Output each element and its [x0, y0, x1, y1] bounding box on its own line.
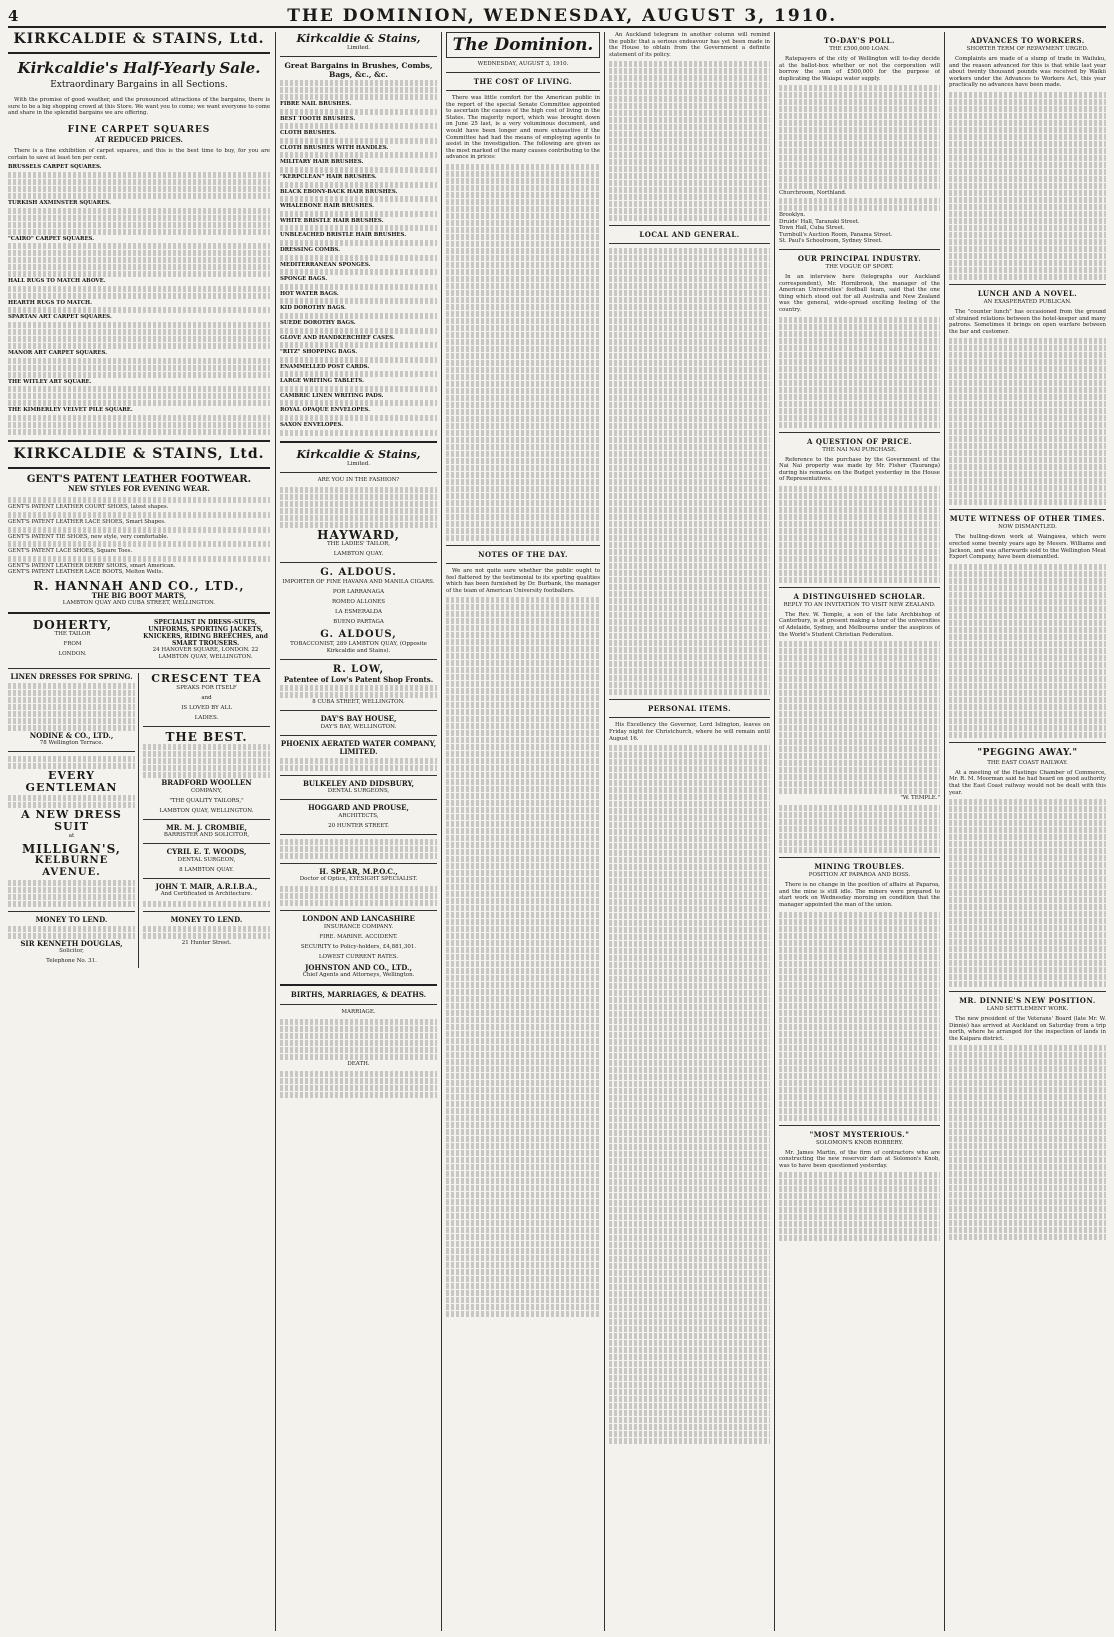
footwear-item: GENT'S PATENT LEATHER DERBY SHOES, smart American. [8, 562, 176, 569]
article-subheading: AN EXASPERATED PUBLICAN. [983, 298, 1072, 305]
footwear-item: GENT'S PATENT TIE SHOES, new style, very comfortable. [8, 533, 169, 540]
london-lancashire-title: INSURANCE COMPANY. [323, 923, 394, 930]
article-subheading: THE VOGUE OF SPORT. [825, 263, 894, 270]
brush-item: CLOTH BRUSHES. [280, 130, 337, 137]
aldous-name-2: G. ALDOUS, [320, 628, 397, 640]
low-address: 8 CUBA STREET, WELLINGTON. [312, 699, 405, 706]
brushes-title: Great Bargains in Brushes, Combs, Bags, &c., &c. [284, 61, 433, 79]
best-title: THE BEST. [165, 730, 248, 745]
at-label: at [68, 833, 75, 840]
johnston-name: JOHNSTON AND CO., LTD., [305, 962, 412, 972]
hayward-name: HAYWARD, [317, 527, 400, 542]
crescent-tea: CRESCENT TEA [151, 672, 262, 686]
article-heading: ADVANCES TO WORKERS. [970, 36, 1085, 45]
article-heading: OUR PRINCIPAL INDUSTRY. [797, 253, 922, 263]
column-advertisements-2 [280, 32, 437, 1631]
firm-name-2: Kirkcaldie & Stains, [296, 447, 421, 461]
footwear-title: GENT'S PATENT LEATHER FOOTWEAR. [26, 473, 252, 485]
brush-item: HOT WATER BAGS. [280, 290, 339, 297]
brush-item: DRESSING COMBS. [280, 246, 340, 253]
article-body: Complaints are made of a slump of trade in Wailuku, and the reason advanced for this is that while last year about twenty thousand pounds was received by Waikii workers under the Advances to Workers Act, this year practically no advances have been made. [949, 56, 1106, 89]
spear-title: Doctor of Optics, EYESIGHT SPECIALIST. [299, 876, 418, 883]
aldous-brand: POR LARRANAGA [332, 588, 385, 595]
mair-title: And Certificated in Architecture. [160, 891, 253, 898]
article-subheading: THE EAST COAST RAILWAY. [987, 759, 1068, 766]
article-subheading: NOW DISMANTLED. [998, 524, 1057, 531]
woods-name: CYRIL E. T. WOODS, [166, 847, 247, 857]
brush-item: MEDITERRANEAN SPONGES. [280, 261, 371, 268]
article-heading: "MOST MYSTERIOUS." [809, 1129, 910, 1139]
column-editorial [446, 32, 600, 1631]
bulkeley-title: DENTAL SURGEONS, [327, 788, 390, 795]
article-body: An Auckland telegram in another column will remind the public that a serious endeavour has yet been made in the House to obtain from the Government a definite statement of its policy. [609, 32, 770, 58]
article-body: Mr. James Martin, of the firm of contractors who are constructing the new reservoir dam at Solomon's Knob, was to have been questioned yesterday. [779, 1149, 940, 1169]
article-body: The new president of the Veterans' Board (late Mr. W. Dinnie) has arrived at Auckland on Saturday from a trip north, where he arranged for the inspection of lands in the Kaipara district. [949, 1016, 1106, 1042]
masthead [8, 6, 1106, 28]
mair-name: JOHN T. MAIR, A.R.I.B.A., [155, 881, 258, 891]
crombie-name: MR. M. J. CROMBIE, [166, 822, 247, 832]
article-body: There was little comfort for the American public in the report of the special Senate Committee appointed to ascertain the causes of the high cost of living in the States. The majority report, which was brought down on June 25 last, is a very voluminous document, and would have been longer and more exhaustive if the Committee had had the means of employing agents to assist in the investigation. The following are given as the most marked of the many causes contributing to the advance in prices: [446, 95, 600, 161]
brush-item: SPONGE BAGS. [280, 276, 328, 283]
carpet-section: TURKISH AXMINSTER SQUARES. [8, 200, 111, 207]
crescent-line: and [201, 695, 212, 702]
aldous-brand: ROMEO ALLONES [332, 598, 385, 605]
polling-place: Druids' Hall, Taranaki Street. [779, 218, 860, 225]
carpet-section: HEARTH RUGS TO MATCH. [8, 299, 93, 306]
hayward-title: THE LADIES' TAILOR, [326, 540, 391, 547]
firm-limited: Limited. [346, 45, 371, 51]
firm-name-2: KIRKCALDIE & STAINS, Ltd. [13, 445, 265, 462]
spear-name: H. SPEAR, M.P.O.C., [319, 866, 398, 876]
aldous-brand: BUENO PARTAGA [333, 618, 384, 625]
brush-item: GLOVE AND HANDKERCHIEF CASES. [280, 334, 395, 341]
johnston-title: Chief Agents and Attorneys, Wellington. [302, 972, 415, 979]
days-bay-name: DAY'S BAY HOUSE, [320, 714, 397, 724]
editorial-date: WEDNESDAY, AUGUST 3, 1910. [477, 61, 569, 67]
footwear-item: GENT'S PATENT LEATHER LACE SHOES, Smart Shapes. [8, 518, 166, 525]
bradford-name: BRADFORD WOOLLEN [161, 778, 252, 788]
linen-title: LINEN DRESSES FOR SPRING. [10, 672, 133, 682]
footwear-item: GENT'S PATENT LEATHER COURT SHOES, latest shapes. [8, 504, 169, 511]
article-heading: MUTE WITNESS OF OTHER TIMES. [949, 514, 1106, 524]
hoggard-name: HOGGARD AND PROUSE, [308, 803, 409, 813]
low-title: Patentee of Low's Patent Shop Fronts. [283, 674, 434, 684]
brush-item: CAMBRIC LINEN WRITING PADS. [280, 392, 384, 399]
article-body: Ratepayers of the city of Wellington will to-day decide at the ballot-box whether or not the corporation will borrow the sum of £500,000 for the purpose of duplicating the Waiapu water supply. [779, 56, 940, 82]
article-heading: NOTES OF THE DAY. [478, 549, 568, 559]
doherty-name: DOHERTY, [32, 618, 113, 633]
gentleman-heading: GENTLEMAN [25, 781, 118, 795]
article-heading: PERSONAL ITEMS. [647, 704, 732, 714]
carpet-section: MANOR ART CARPET SQUARES. [8, 350, 108, 357]
london-lancashire-lines: FIRE. MARINE. ACCIDENT. [319, 933, 398, 940]
article-body: We are not quite sure whether the public ought to feel flattered by the testimonial to its sporting qualities which has been furnished by Dr. Burbank, the manager of the team of American University footballers. [446, 567, 600, 594]
article-subheading: REPLY TO AN INVITATION TO VISIT NEW ZEALAND. [783, 601, 936, 608]
article-body: His Excellency the Governor, Lord Islington, leaves on Friday night for Christchurch, where he will remain until August 16. [609, 722, 770, 742]
sale-title: Kirkcaldie's Half-Yearly Sale. [17, 59, 261, 77]
crescent-line: LADIES. [194, 715, 219, 722]
polling-place: St. Paul's Schoolroom, Sydney Street. [779, 238, 883, 245]
brush-item: SAXON ENVELOPES. [280, 422, 344, 429]
douglas-name: SIR KENNETH DOUGLAS, [20, 938, 123, 948]
newspaper-title: THE DOMINION, WEDNESDAY, AUGUST 3, 1910. [287, 6, 838, 26]
article-body: At a meeting of the Hastings Chamber of Commerce, Mr. R. M. Moorman said he had heard on good authority that the East Coast railway would not be dealt with this year. [949, 769, 1106, 796]
article-subheading: LAND SETTLEMENT WORK. [986, 1006, 1069, 1013]
brush-item: LARGE WRITING TABLETS. [280, 378, 364, 385]
doherty-specialty: SPECIALIST IN DRESS-SUITS, UNIFORMS, SPORTING JACKETS, KNICKERS, RIDING BREECHES, and SMART TROUSERS. [143, 619, 268, 648]
aldous-brand: LA ESMERALDA [335, 608, 382, 615]
footwear-subtitle: NEW STYLES FOR EVENING WEAR. [68, 483, 210, 493]
brush-item: WHITE BRISTLE HAIR BRUSHES. [280, 217, 384, 224]
phoenix-name: PHOENIX AERATED WATER COMPANY, LIMITED. [280, 738, 437, 757]
crescent-line: SPEAKS FOR ITSELF [176, 685, 237, 692]
article-heading: LUNCH AND A NOVEL. [977, 288, 1078, 298]
article-subheading: THE £500,000 LOAN. [829, 46, 890, 52]
article-body: The Rev. W. Temple, a son of the late Archbishop of Canterbury, is at present making a tour of the universities of Adelaide, Sydney, and Melbourne under the auspices of the World's Student Christian Federation. [779, 611, 940, 638]
brush-item: ENAMMELLED POST CARDS. [280, 363, 370, 370]
polling-place: Turnbull's Auction Room, Panama Street. [779, 231, 893, 238]
aldous-name: G. ALDOUS. [320, 566, 397, 578]
doherty-address: 24 HANOVER SQUARE, LONDON. 22 LAMBTON QUAY, WELLINGTON. [152, 647, 259, 661]
crombie-title: BARRISTER AND SOLICITOR, [163, 832, 250, 839]
brush-item: ROYAL OPAQUE ENVELOPES. [280, 407, 371, 414]
brush-item: CLOTH BRUSHES WITH HANDLES. [280, 144, 389, 151]
carpet-intro: There is a fine exhibition of carpet squares, and this is the best time to buy, for you are certain to save at least ten per cent. [8, 148, 270, 161]
article-heading: LOCAL AND GENERAL. [639, 230, 740, 240]
polling-place: Town Hall, Cuba Street. [779, 225, 845, 232]
brush-item: SUEDE DOROTHY BAGS. [280, 319, 356, 326]
every-heading: EVERY [48, 769, 95, 783]
hannah-address: LAMBTON QUAY AND CUBA STREET, WELLINGTON. [62, 600, 216, 607]
firm-name: KIRKCALDIE & STAINS, Ltd. [13, 32, 265, 47]
bradford-address: LAMBTON QUAY, WELLINGTON. [159, 807, 254, 814]
days-bay-address: DAY'S BAY, WELLINGTON. [320, 723, 397, 730]
brush-item: BLACK EBONY-BACK HAIR BRUSHES. [280, 188, 398, 195]
brush-item: MILITARY HAIR BRUSHES. [280, 159, 364, 166]
article-subheading: POSITION AT PAPAROA AND BOSS. [808, 872, 911, 879]
article-body: Reference to the purchase by the Government of the Nai Nai property was made by Mr. Fisher (Tauranga) during his remarks on the Budget yesterday in the House of Representatives. [779, 456, 940, 483]
fashion-heading: ARE YOU IN THE FASHION? [317, 476, 400, 483]
carpet-title: FINE CARPET SQUARES [67, 124, 211, 135]
hoggard-title: ARCHITECTS, [338, 812, 379, 819]
aldous-address: TOBACCONIST, 289 LAMBTON QUAY, (Opposite Kirkcaldie and Stains). [290, 640, 427, 654]
telephone-number: Telephone No. 31. [46, 958, 97, 965]
article-body: In an interview here (telegraphs our Auckland correspondent), Mr. Hornibrook, the manager of the American Universities' football team, said that the one thing which stood out for all Australia and New Zealand was the general, wide-spread exciting feeling of the country. [779, 273, 940, 313]
article-subheading: SOLOMON'S KNOB ROBBERY. [815, 1139, 904, 1146]
article-heading: A DISTINGUISHED SCHOLAR. [793, 591, 926, 601]
article-subheading: SHORTER TERM OF REPAYMENT URGED. [966, 46, 1089, 52]
carpet-section: SPARTAN ART CARPET SQUARES. [8, 314, 112, 321]
hunter-street: 21 Hunter Street. [181, 939, 232, 946]
carpet-section: THE WITLEY ART SQUARE. [8, 378, 92, 385]
column-news-2 [949, 32, 1106, 1631]
low-name: R. LOW, [332, 663, 385, 675]
milligan-name: MILLIGAN'S, [21, 842, 121, 857]
article-subheading: THE NAI NAI PURCHASE. [822, 446, 897, 453]
polling-place: Churchroom, Northland. [779, 190, 847, 197]
hoggard-address: 20 HUNTER STREET. [328, 822, 389, 829]
article-heading: THE COST OF LIVING. [473, 77, 573, 86]
bradford-tagline: "THE QUALITY TAILORS," [169, 797, 244, 804]
editorial-banner: The Dominion. [446, 32, 600, 58]
article-heading: MR. DINNIE'S NEW POSITION. [959, 996, 1096, 1006]
doherty-line: THE TAILOR [54, 631, 91, 638]
london-lancashire-security: SECURITY to Policy-holders, £4,881,301. [300, 943, 417, 950]
nodine-name: NODINE & CO., LTD., [29, 730, 114, 740]
article-body: There is no change in the position of affairs at Paparoa, and the mine is still idle. The miners were prepared to start work on Wednesday morning on condition that the manager appointed the man of the union. [779, 882, 940, 909]
article-body: The "counter lunch" has occasioned from the ground of strained relations between the hotel-keeper and many patrons. Sometimes it brings on open warfare between the bar and customer. [949, 308, 1106, 335]
kelburne-avenue: KELBURNE AVENUE. [34, 855, 109, 879]
doherty-line: FROM [63, 641, 82, 648]
brush-item: FIBRE NAIL BRUSHES. [280, 101, 352, 107]
bmd-heading: BIRTHS, MARRIAGES, & DEATHS. [290, 990, 427, 1000]
money-title-2: MONEY TO LEND. [170, 915, 243, 925]
brush-list [280, 101, 437, 436]
article-heading: A QUESTION OF PRICE. [806, 436, 913, 446]
polling-place: Brooklyn. [779, 211, 806, 218]
page-number: 4 [8, 7, 19, 25]
death-heading: DEATH. [347, 1060, 370, 1067]
brush-item: "RITZ" SHOPPING BAGS. [280, 349, 358, 356]
brush-item: WHALEBONE HAIR BRUSHES. [280, 203, 375, 210]
brush-item: UNBLEACHED BRISTLE HAIR BRUSHES. [280, 232, 407, 239]
hayward-address: LAMBTON QUAY. [333, 550, 384, 557]
column-news-1 [779, 32, 940, 1631]
hannah-name: R. HANNAH AND CO., LTD., [33, 578, 245, 593]
column-local-general [609, 32, 770, 1631]
london-lancashire-rates: LOWEST CURRENT RATES. [318, 953, 399, 960]
carpet-section: BRUSSELS CARPET SQUARES. [8, 164, 102, 171]
london-lancashire-name: LONDON AND LANCASHIRE [302, 914, 415, 924]
carpet-section: HALL RUGS TO MATCH ABOVE. [8, 278, 106, 285]
article-heading: MINING TROUBLES. [814, 862, 905, 872]
article-heading: TO-DAY'S POLL. [824, 36, 895, 45]
douglas-title: Solicitor, [59, 948, 84, 955]
money-title: MONEY TO LEND. [35, 915, 108, 925]
article-body: The hulling-down work at Waingawa, which were erected some twenty years ago by Messrs. Williams and Jackson, and was afterwards sold to the Wellington Meat Export Company, have been dismantled. [949, 534, 1106, 561]
woods-title: DENTAL SURGEON, [177, 856, 236, 863]
brush-item: KID DOROTHY BAGS. [280, 305, 347, 312]
bradford-subtitle: COMPANY, [191, 787, 222, 794]
footwear-item: GENT'S PATENT LEATHER LACE BOOTS, Melton Welts. [8, 569, 164, 576]
aldous-title: IMPORTER OF FINE HAVANA AND MANILA CIGARS. [282, 578, 435, 585]
carpet-section: "CAIRO" CARPET SQUARES. [8, 235, 95, 242]
sale-subtitle: Extraordinary Bargains in all Sections. [50, 80, 228, 90]
sale-intro: With the promise of good weather, and the pronounced attractions of the bargains, there is sure to be a big shopping crowd at this Store. We want you to come; we want everyone to come and share in the splendid bargains we are offering. [8, 97, 270, 117]
carpet-section: THE KIMBERLEY VELVET PILE SQUARE. [8, 407, 133, 414]
article-heading: "PEGGING AWAY." [977, 747, 1078, 758]
doherty-line: LONDON. [58, 651, 87, 658]
letter-signature: "W. TEMPLE." [900, 795, 940, 802]
brush-item: "KERPCLEAN" HAIR BRUSHES. [280, 173, 377, 180]
nodine-address: 78 Wellington Terrace. [39, 740, 104, 747]
footwear-item: GENT'S PATENT LACE SHOES, Square Toes. [8, 548, 133, 555]
marriage-heading: MARRIAGE. [341, 1008, 376, 1015]
firm-limited-2: Limited. [346, 460, 371, 467]
column-advertisements-1 [8, 32, 270, 1631]
brush-item: BEST TOOTH BRUSHES. [280, 115, 356, 122]
bulkeley-name: BULKELEY AND DIDSBURY, [302, 778, 414, 788]
new-dress-suit: A NEW DRESS SUIT [21, 808, 122, 834]
firm-name: Kirkcaldie & Stains, [296, 32, 421, 45]
hannah-subtitle: THE BIG BOOT MARTS, [91, 590, 187, 600]
crescent-line: IS LOVED BY ALL [181, 705, 232, 712]
carpet-subtitle: AT REDUCED PRICES. [95, 134, 183, 144]
woods-address: 8 LAMBTON QUAY. [179, 866, 234, 873]
